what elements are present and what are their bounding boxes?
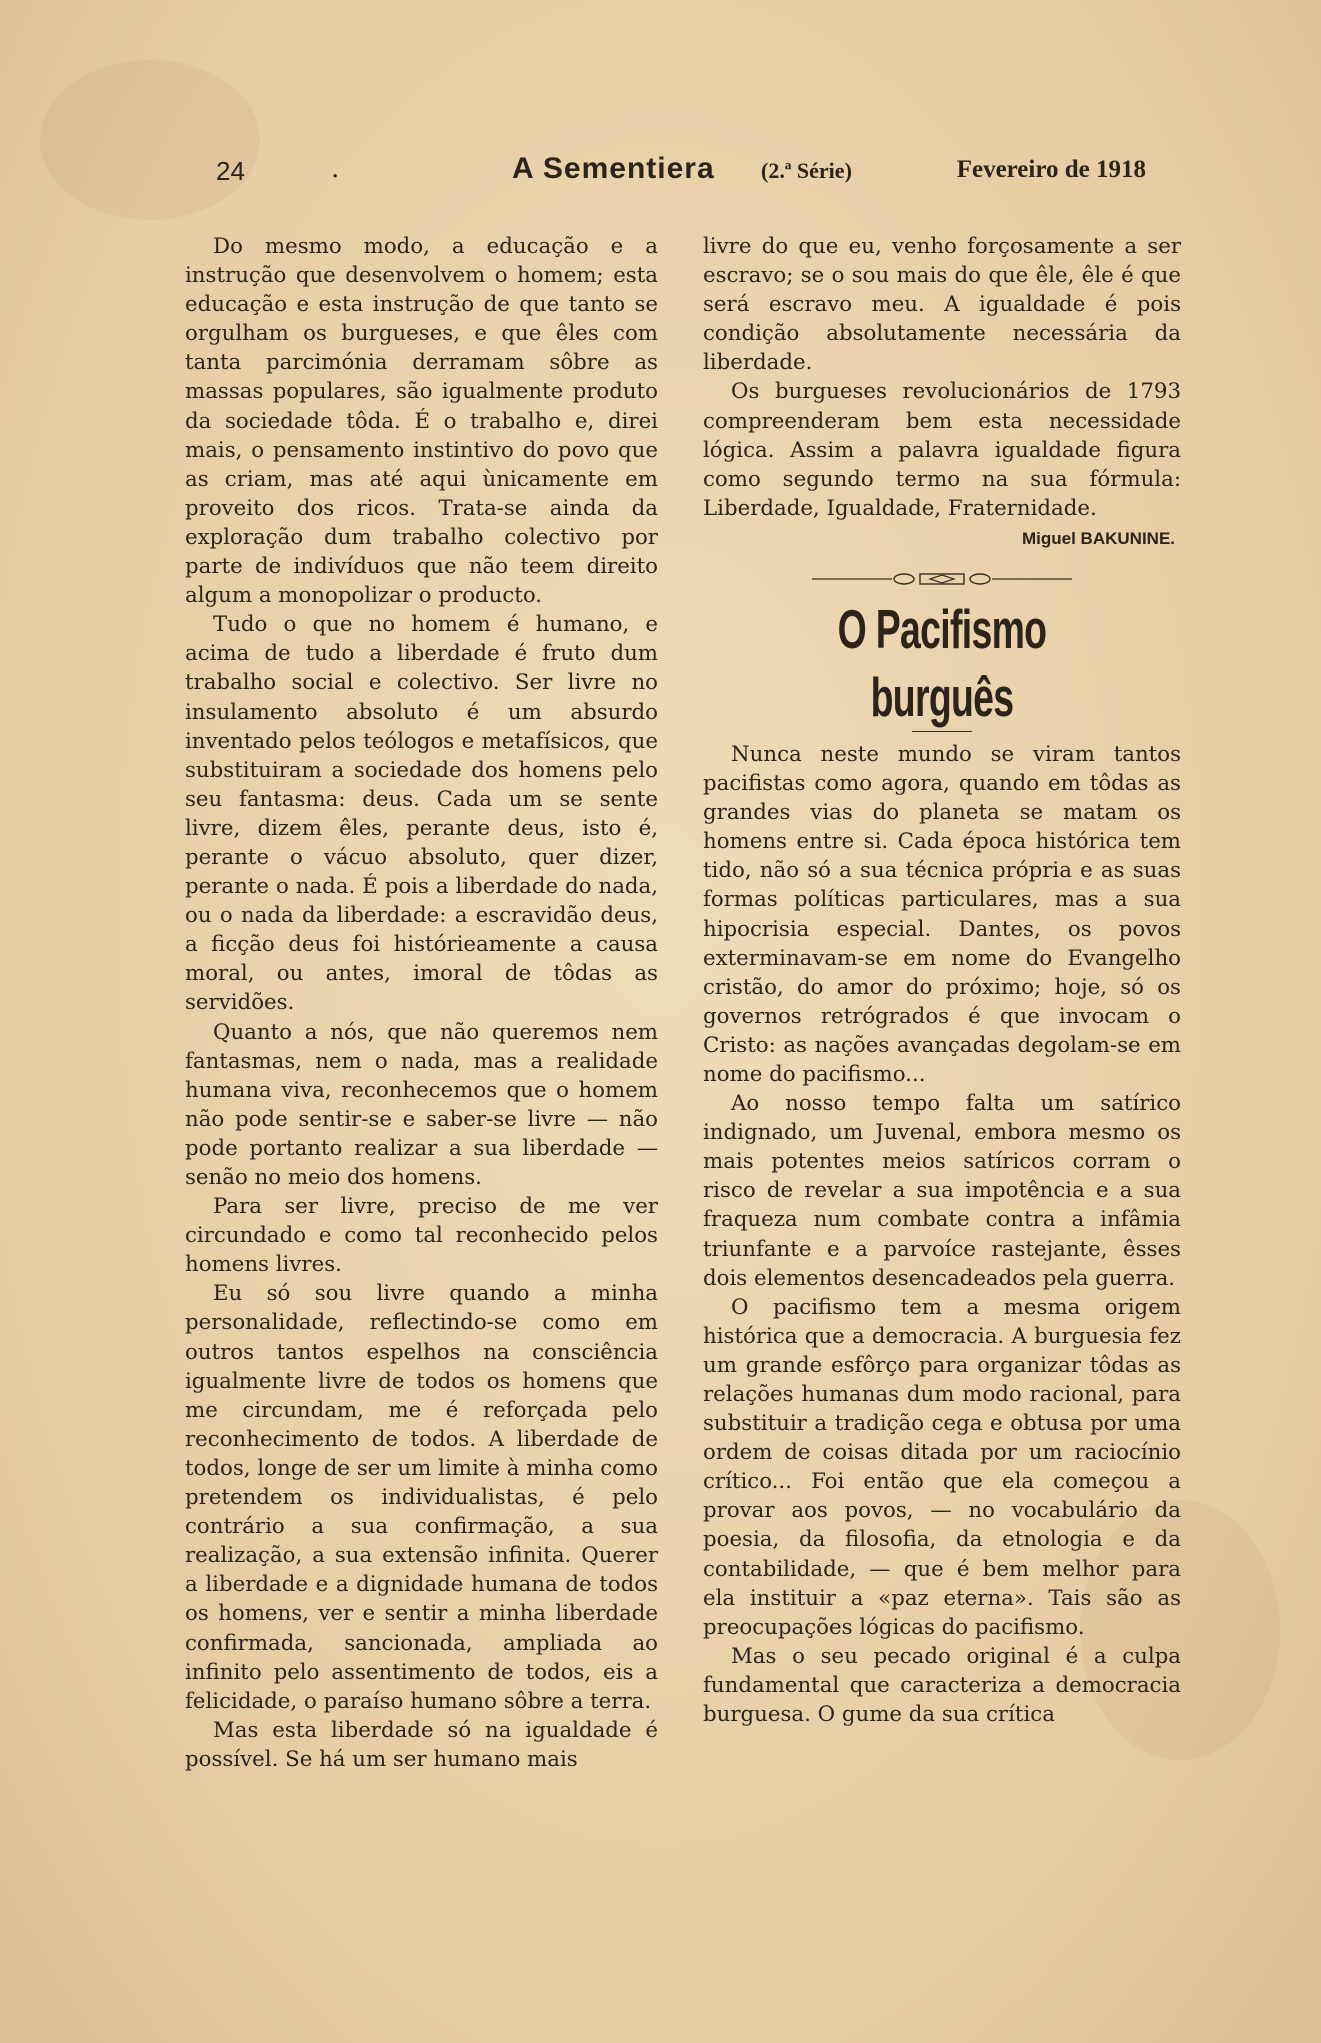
paragraph: Para ser livre, preciso de me ver circundado e como tal reconhecido pelos homens livres. (185, 1194, 658, 1278)
paragraph: Do mesmo modo, a educação e a instrução que desenvolvem o homem; esta educação e esta instrução de que tanto se orgulham os burgueses, e que êles com tanta parcimónia derramam sôbre as massas populares, são igualmente produto da sociedade tôda. É o trabalho e, direi mais, o pensamento instintivo do povo que as criam, mas até aqui ùnicamente em proveito dos ricos. Trata-se ainda da exploração dum trabalho colectivo por parte de indivíduos que não teem direito algum a monopolizar o producto. (185, 234, 658, 609)
paragraph: Tudo o que no homem é humano, e acima de tudo a liberdade é fruto dum trabalho social e colectivo. Ser livre no insulamento absoluto é um absurdo inventado pelos teólogos e metafísicos, que substituiram a sociedade dos homens pelo seu fantasma: deus. Cada um se sente livre, dizem êles, perante deus, isto é, perante o vácuo absoluto, quer dizer, perante o nada. É pois a liberdade do nada, ou o nada da liberdade: a escravidão deus, a ficção deus foi histórieamente a causa moral, ou antes, imoral de tôdas as servidões. (185, 612, 658, 1016)
paragraph: O pacifismo tem a mesma origem histórica que a democracia. A burguesia fez um grande esfôrço para organizar tôdas as relações humanas dum modo racional, para substituir a tradição cega e obtusa por uma ordem de coisas ditada por um raciocínio crítico... Foi então que ela começou a provar aos povos, — no vocabulário da poesia, da filosofia, da etnologia e da contabilidade, — que é bem melhor para ela instituir a «paz eterna». Tais são as preocupações lógicas do pacifismo. (703, 1294, 1181, 1640)
page-header (216, 150, 1146, 190)
paragraph: Mas esta liberdade só na igualdade é possível. Se há um ser humano mais (185, 1717, 658, 1772)
issue-date: Fevereiro de 1918 (956, 156, 1146, 183)
paragraph: Eu só sou livre quando a minha personalidade, reflectindo-se como em outros tantos espelhos na consciência igualmente livre de todos os homens que me circundam, me é reforçada pelo reconhecimento de todos. A liberdade de todos, longe de ser um limite à minha como pretendem os individualistas, é pelo contrário a sua confirmação, a sua realização, a sua extensão infinita. Querer a liberdade e a dignidade humana de todos os homens, ver e sentir a minha liberdade confirmada, sancionada, ampliada ao infinito pelo assentimento de todos, eis a felicidade, o paraíso humano sôbre a terra. (185, 1281, 658, 1714)
paragraph: Os burgueses revolucionários de 1793 compreenderam bem esta necessidade lógica. Assim a palavra igualdade figura como segundo termo na sua fórmula: Liberdade, Igualdade, Fraternidade. (703, 379, 1181, 521)
left-column (185, 232, 658, 1774)
paragraph: livre do que eu, venho forçosamente a ser escravo; se o sou mais do que êle, êle é que será escravo meu. A igualdade é pois condição absolutamente necessária da liberdade. (703, 234, 1181, 376)
paragraph: Quanto a nós, que não queremos nem fantasmas, nem o nada, mas a realidade humana viva, reconhecemos que o homem não pode sentir-se e saber-se livre — não pode portanto realizar a sua liberdade — senão no meio dos homens. (185, 1019, 658, 1190)
title-rule (912, 731, 972, 732)
paragraph: Mas o seu pecado original é a culpa fundamental que caracteriza a democracia burguesa. O gume da sua crítica (703, 1643, 1181, 1728)
author-signature: Miguel BAKUNINE. (1022, 528, 1175, 548)
paragraph: Ao nosso tempo falta um satírico indignado, um Juvenal, embora mesmo os mais potentes meios satíricos corram o risco de revelar a sua impotência e a sua fraqueza num combate contra a infâmia triunfante e a parvoíce rastejante, êsses dois elementos desencadeados pela guerra. (703, 1091, 1181, 1291)
ornamental-divider (703, 571, 1181, 585)
page-number: 24 (216, 156, 245, 186)
paragraph: Nunca neste mundo se viram tantos pacifistas como agora, quando em tôdas as grandes vias do planeta se matam os homens entre si. Cada época histórica tem tido, não só a sua técnica própria e as suas formas políticas particulares, mas a sua hipocrisia especial. Dantes, os povos exterminavam-se em nome do Evangelho cristão, do amor do próximo; hoje, só os governos retrógrados é que invocam o Cristo: as nações avançadas degolam-se em nome do pacifismo... (703, 741, 1181, 1087)
right-column (703, 232, 1181, 1729)
ornament-icon (812, 572, 1072, 586)
newspaper-title: A Sementiera (512, 152, 715, 185)
series-label: (2.ª Série) (761, 158, 852, 183)
paper-stain (40, 60, 260, 220)
header-separator: . (331, 154, 340, 184)
article-title: O Pacifismo burguês (837, 597, 1047, 728)
